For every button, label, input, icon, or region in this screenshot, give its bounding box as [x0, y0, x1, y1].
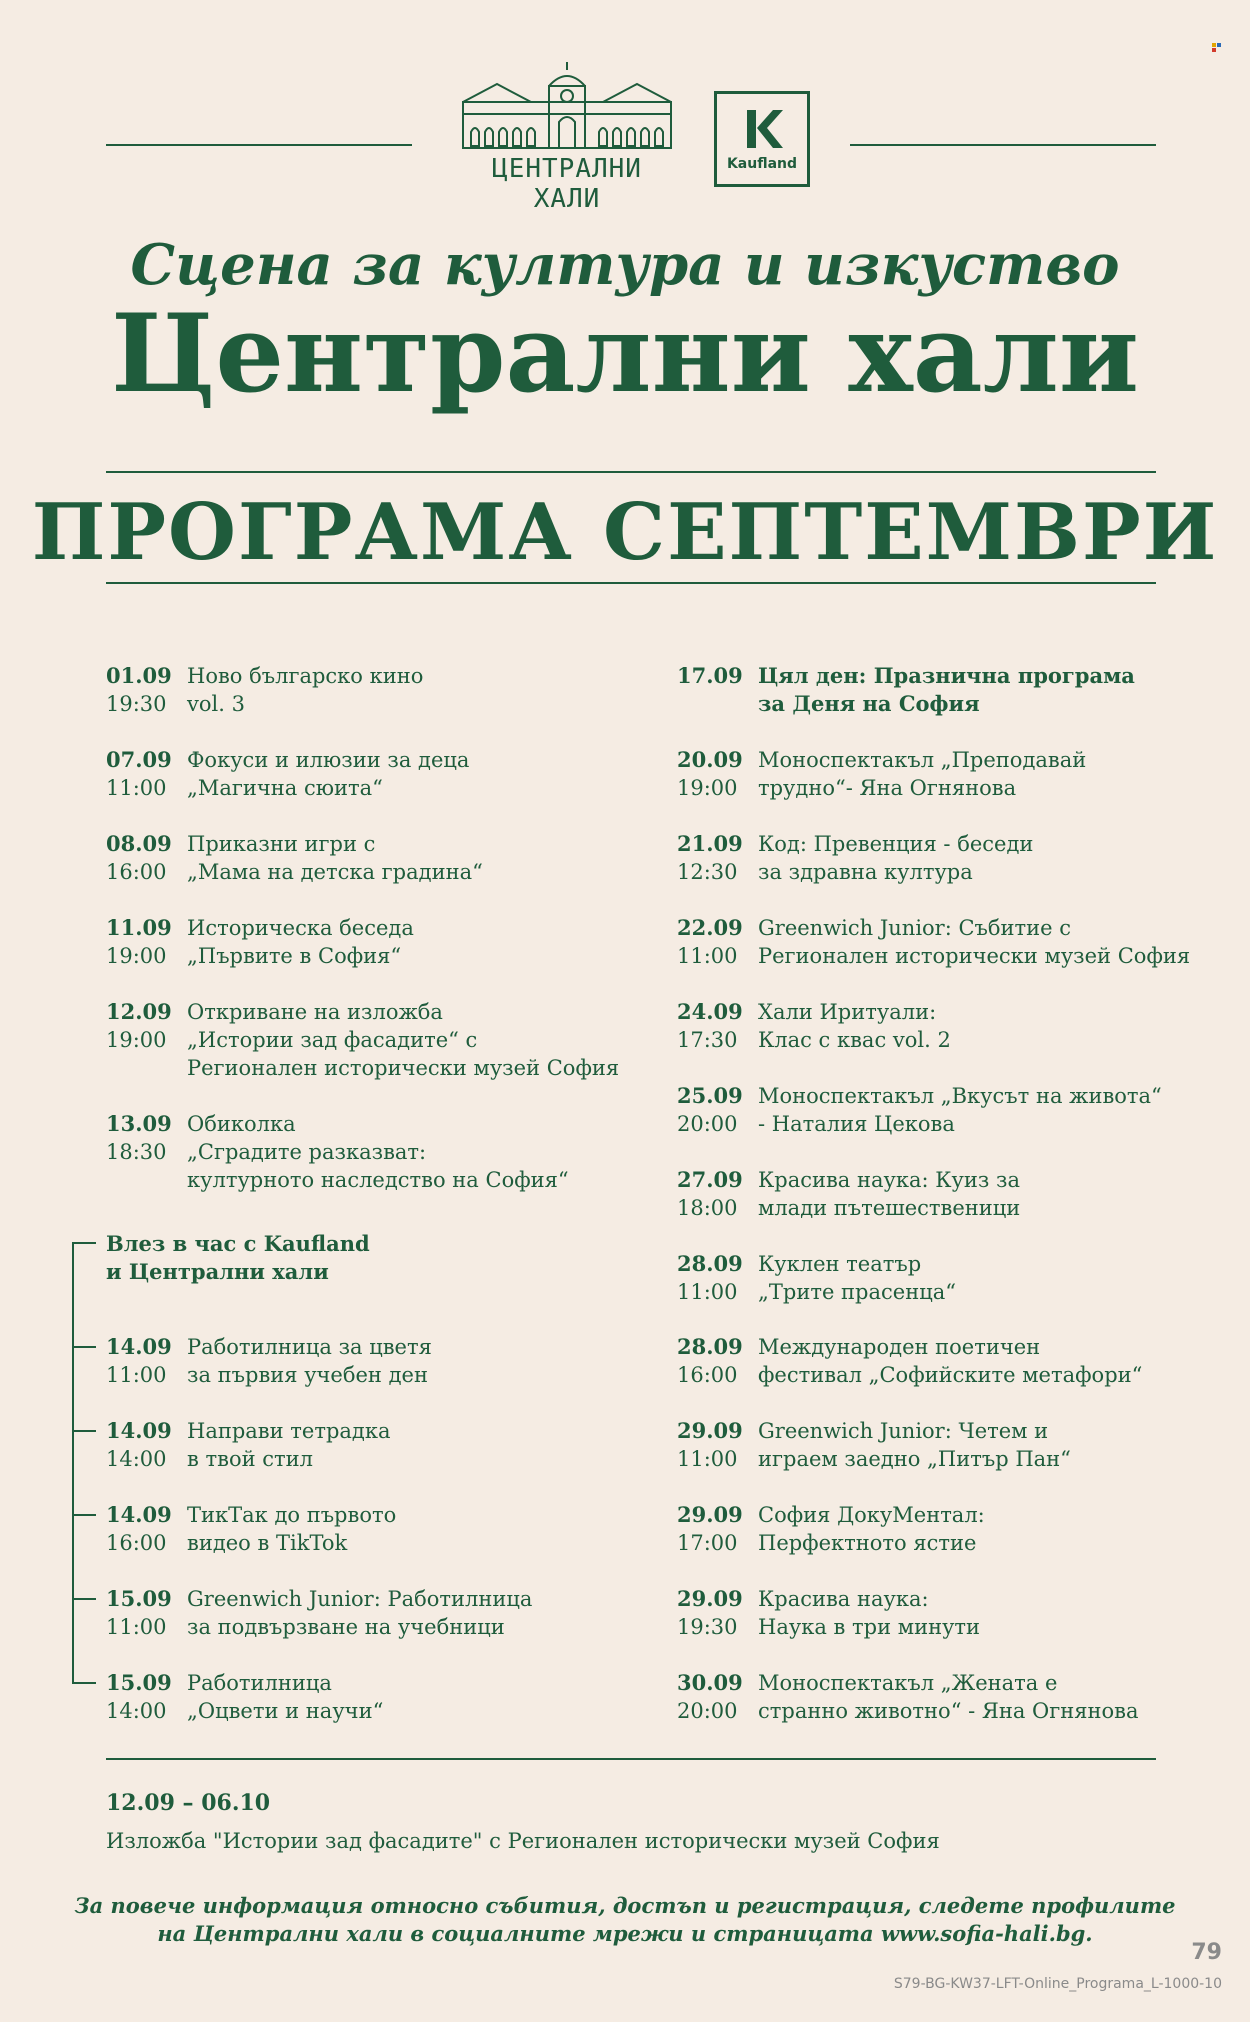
exhibition-rule: [106, 1758, 1156, 1760]
event-date: 08.09: [106, 831, 172, 856]
exhibition-text: Изложба "Истории зад фасадите" с Регионален исторически музей София: [106, 1829, 940, 1853]
event-time: 19:30: [677, 1615, 738, 1639]
event-date: 15.09: [106, 1586, 172, 1611]
event-date: 24.09: [677, 999, 743, 1024]
event-time: 14:00: [106, 1447, 167, 1471]
event-title: Работилница: [187, 1671, 332, 1695]
kaufland-logo-text: Kaufland: [726, 156, 798, 172]
document-code: S79-BG-KW37-LFT-Online_Programa_L-1000-10: [893, 1976, 1222, 1992]
event-title: Фокуси и илюзии за деца: [187, 748, 470, 772]
event-date: 21.09: [677, 831, 743, 856]
page-number: 79: [1191, 1940, 1222, 1965]
event-title: ТикТак до първото: [187, 1503, 397, 1527]
event-subtitle: Клас с квас vol. 2: [758, 1028, 951, 1052]
event-subtitle: „Първите в София“: [187, 944, 402, 968]
event-title: Работилница за цветя: [187, 1335, 432, 1359]
event-title: Приказни игри с: [187, 832, 376, 856]
event-title: Моноспектакъл „Преподавай: [758, 748, 1087, 772]
section-bracket-tick: [72, 1514, 96, 1516]
event-subtitle: за Деня на София: [758, 691, 980, 716]
event-subtitle: млади пътешественици: [758, 1196, 1021, 1220]
central-halls-logo: [452, 62, 682, 214]
footer-info: [0, 1892, 1250, 1948]
event-subtitle: странно животно“ - Яна Огнянова: [758, 1699, 1139, 1723]
kaufland-section-heading: [106, 1230, 370, 1286]
event-subtitle: трудно“- Яна Огнянова: [758, 776, 1017, 800]
header-rule-left: [106, 144, 412, 146]
event-time: 11:00: [106, 776, 167, 800]
event-time: 17:00: [677, 1531, 738, 1555]
event-date: 01.09: [106, 663, 172, 688]
event-date: 17.09: [677, 663, 743, 688]
event-date: 15.09: [106, 1670, 172, 1695]
event-title: Откриване на изложба: [187, 1000, 443, 1024]
event-title: Моноспектакъл „Жената е: [758, 1671, 1058, 1695]
event-title: Красива наука: Куиз за: [758, 1168, 1020, 1192]
event-time: 18:00: [677, 1196, 738, 1220]
event-title: Красива наука:: [758, 1587, 929, 1611]
event-date: 22.09: [677, 915, 743, 940]
kaufland-section-title: Влез в час с Kaufland: [106, 1231, 370, 1256]
event-subtitle: за първия учебен ден: [187, 1363, 428, 1387]
event-date: 28.09: [677, 1251, 743, 1276]
exhibition-dates: 12.09 – 06.10: [106, 1790, 271, 1816]
event-time: 20:00: [677, 1112, 738, 1136]
event-subtitle: „Магична сюита“: [187, 776, 383, 800]
program-rule-bottom: [106, 582, 1156, 584]
program-rule-top: [106, 471, 1156, 473]
event-date: 13.09: [106, 1111, 172, 1136]
page-subtitle: Сцена за култура и изкуство: [130, 232, 1120, 298]
event-date: 27.09: [677, 1167, 743, 1192]
event-time: 14:00: [106, 1699, 167, 1723]
event-subtitle: „Трите прасенца“: [758, 1280, 956, 1304]
header-rule-right: [850, 144, 1156, 146]
event-time: 19:30: [106, 692, 167, 716]
event-time: 18:30: [106, 1140, 167, 1164]
event-date: 07.09: [106, 747, 172, 772]
event-subtitle: „Мама на детска градина“: [187, 860, 483, 884]
section-bracket-line: [72, 1242, 74, 1684]
event-date: 11.09: [106, 915, 172, 940]
event-subtitle-extra: Регионален исторически музей София: [187, 1056, 620, 1080]
event-date: 28.09: [677, 1334, 743, 1359]
event-time: 16:00: [106, 860, 167, 884]
event-date: 20.09: [677, 747, 743, 772]
event-subtitle: за подвързване на учебници: [187, 1615, 505, 1639]
event-time: 11:00: [677, 1280, 738, 1304]
kaufland-section-subtitle: и Централни хали: [106, 1259, 329, 1284]
event-title: Greenwich Junior: Работилница: [187, 1587, 533, 1611]
event-subtitle: „Истории зад фасадите“ с: [187, 1028, 478, 1052]
section-bracket-tick: [72, 1682, 96, 1684]
event-subtitle: видео в TikTok: [187, 1531, 348, 1555]
event-date: 25.09: [677, 1083, 743, 1108]
event-date: 29.09: [677, 1418, 743, 1443]
event-time: 17:30: [677, 1028, 738, 1052]
event-time: 19:00: [677, 776, 738, 800]
event-title: София ДокуМентал:: [758, 1503, 985, 1527]
event-subtitle: „Сградите разказват:: [187, 1140, 427, 1164]
event-time: 11:00: [106, 1363, 167, 1387]
event-title: Ново българско кино: [187, 664, 424, 688]
event-time: 12:30: [677, 860, 738, 884]
event-date: 14.09: [106, 1418, 172, 1443]
footer-line: на Централни хали в социалните мрежи и страницата www.sofia-hali.bg.: [157, 1921, 1093, 1946]
event-subtitle: - Наталия Цекова: [758, 1112, 955, 1136]
event-time: 20:00: [677, 1699, 738, 1723]
event-date: 29.09: [677, 1586, 743, 1611]
event-subtitle: Перфектното ястие: [758, 1531, 977, 1555]
event-title: Историческа беседа: [187, 916, 414, 940]
event-subtitle-extra: културното наследство на София“: [187, 1168, 569, 1192]
kaufland-k-icon: [735, 106, 789, 152]
central-halls-logo-text: ЦЕНТРАЛНИ ХАЛИ: [492, 154, 642, 214]
event-subtitle: Регионален исторически музей София: [758, 944, 1191, 968]
event-subtitle: за здравна култура: [758, 860, 973, 884]
event-date: 29.09: [677, 1502, 743, 1527]
page-title: Централни хали: [110, 291, 1140, 417]
event-subtitle: vol. 3: [187, 692, 245, 716]
event-time: 19:00: [106, 944, 167, 968]
event-subtitle: в твой стил: [187, 1447, 313, 1471]
event-title: Хали Иритуали:: [758, 1000, 937, 1024]
event-time: 11:00: [677, 944, 738, 968]
event-date: 12.09: [106, 999, 172, 1024]
section-bracket-tick: [72, 1598, 96, 1600]
program-title: ПРОГРАМА СЕПТЕМВРИ: [31, 487, 1219, 578]
event-time: 11:00: [677, 1447, 738, 1471]
event-time: 19:00: [106, 1028, 167, 1052]
footer-line: За повече информация относно събития, достъп и регистрация, следете профилите: [74, 1893, 1176, 1918]
event-title: Направи тетрадка: [187, 1419, 391, 1443]
event-date: 30.09: [677, 1670, 743, 1695]
event-subtitle: играем заедно „Питър Пан“: [758, 1447, 1071, 1471]
event-title: Greenwich Junior: Събитие с: [758, 916, 1072, 940]
event-subtitle: фестивал „Софийските метафори“: [758, 1363, 1143, 1387]
event-title: Обиколка: [187, 1112, 296, 1136]
event-date: 14.09: [106, 1334, 172, 1359]
event-time: 16:00: [677, 1363, 738, 1387]
event-title: Моноспектакъл „Вкусът на живота“: [758, 1084, 1162, 1108]
event-date: 14.09: [106, 1502, 172, 1527]
event-title: Код: Превенция - беседи: [758, 832, 1034, 856]
event-subtitle: „Оцвети и научи“: [187, 1699, 384, 1723]
event-time: 16:00: [106, 1531, 167, 1555]
kaufland-logo: [714, 91, 810, 187]
section-bracket-tick: [72, 1242, 96, 1244]
market-hall-building-icon: [457, 62, 677, 152]
event-title: Международен поетичен: [758, 1335, 1041, 1359]
event-time: 11:00: [106, 1615, 167, 1639]
event-subtitle: Наука в три минути: [758, 1615, 981, 1639]
event-title: Куклен театър: [758, 1252, 922, 1276]
section-bracket-tick: [72, 1346, 96, 1348]
event-title: Цял ден: Празнична програма: [758, 663, 1135, 688]
event-title: Greenwich Junior: Четем и: [758, 1419, 1049, 1443]
corner-mark-icon: [1212, 38, 1224, 48]
section-bracket-tick: [72, 1430, 96, 1432]
